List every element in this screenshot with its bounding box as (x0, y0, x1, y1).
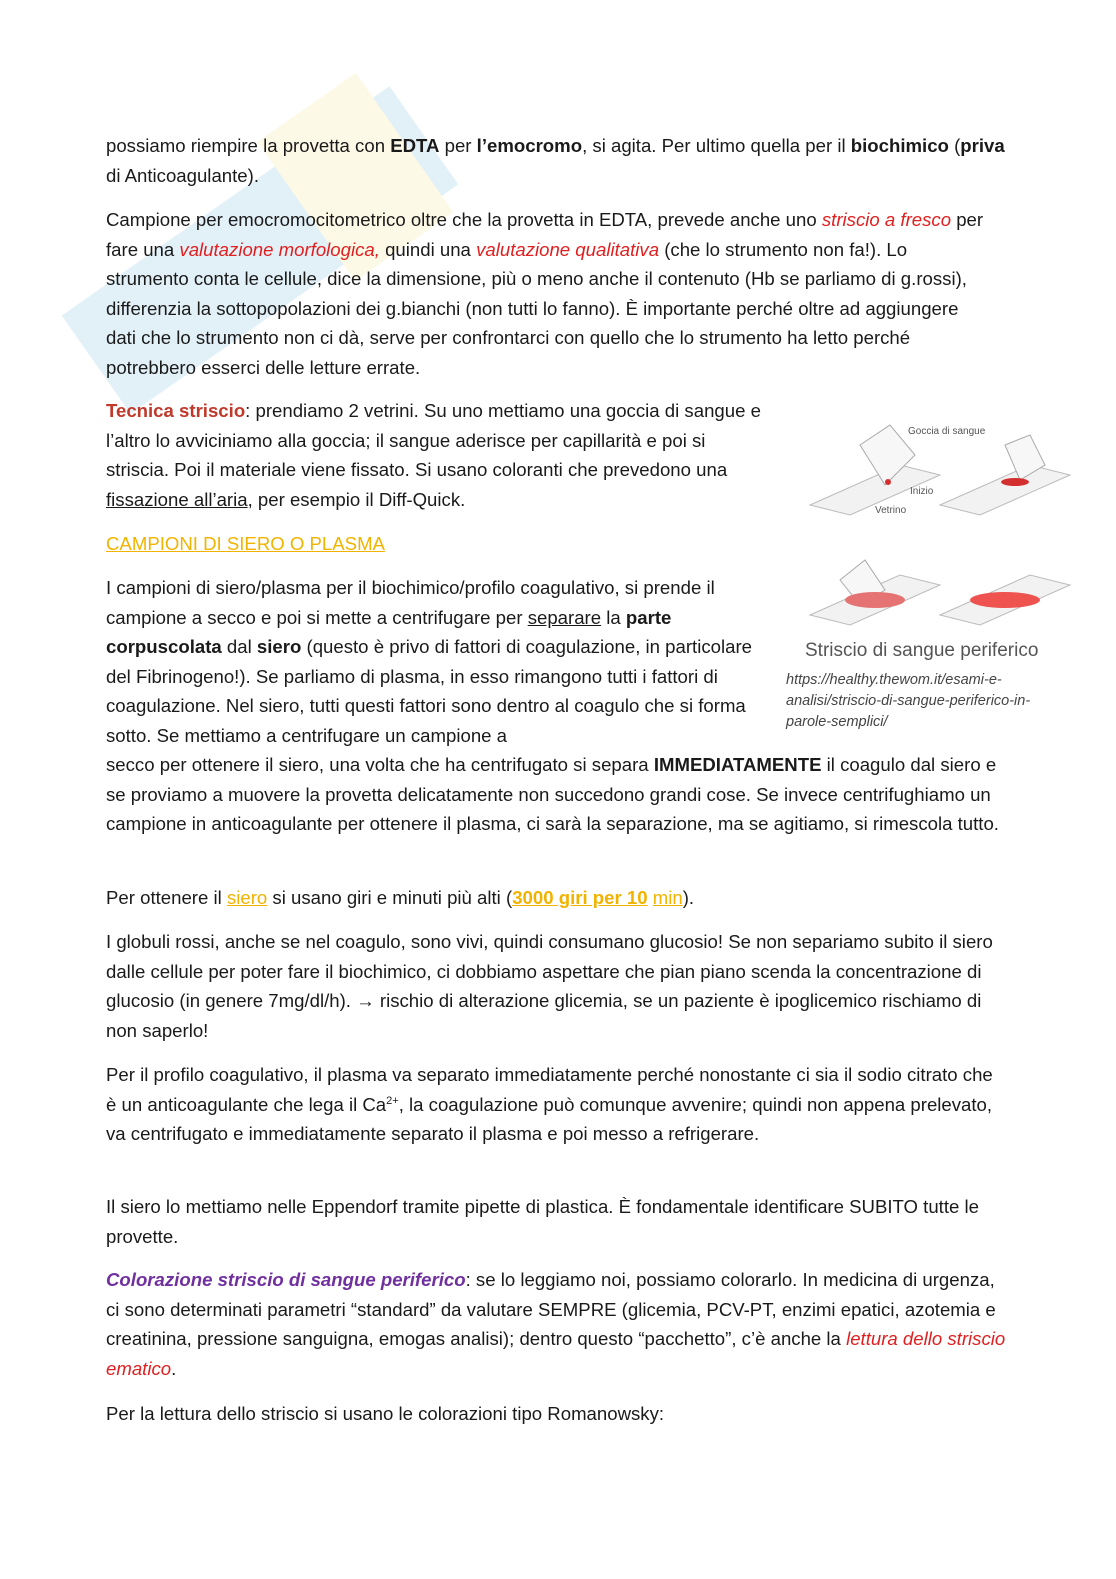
paragraph-romanowsky: Per la lettura dello striscio si usano le colorazioni tipo Romanowsky: (106, 1403, 665, 1424)
paragraph-tecnica-striscio: Tecnica striscio: prendiamo 2 vetrini. Su uno mettiamo una goccia di sangue e l’altro lo avviciniamo alla goccia; il sangue aderisce per capillarità e poi si striscia. Poi il materiale viene fissato. Si usano coloranti che prevedono una fissazione all’aria, per esempio il Diff-Quick. (106, 400, 761, 510)
step-4-slide (940, 575, 1070, 625)
paragraph-profilo-coagulativo: Per il profilo coagulativo, il plasma va separato immediatamente perché nonostante ci sia il sodio citrato che è un anticoagulante che lega il $Ca^{2+}$, la coagulazione può comunque avvenire; quindi non appena prelevato, va centrifugato e immediatamente separato il plasma e poi messo a refrigerare. (106, 1064, 993, 1145)
paragraph-eppendorf: Il siero lo mettiamo nelle Eppendorf tramite pipette di plastica. È fondamentale identificare SUBITO tutte le provette. (106, 1196, 979, 1247)
paragraph-edta: possiamo riempire la provetta con EDTA per l’emocromo, si agita. Per ultimo quella per il biochimico (priva di Anticoagulante). (106, 135, 1005, 186)
step-3-slide (810, 560, 940, 625)
paragraph-colorazione: Colorazione striscio di sangue periferico: se lo leggiamo noi, possiamo colorarlo. In medicina di urgenza, ci sono determinati parametri “standard” da valutare SEMPRE (glicemia, PCV-PT, enzimi epatici, azotemia e creatinina, pressione sanguigna, emogas analisi); dentro questo “pacchetto”, c’è anche la lettura dello striscio ematico. (106, 1269, 1006, 1379)
paragraph-emocromo: Campione per emocromocitometrico oltre che la provetta in EDTA, prevede anche uno striscio a fresco per fare una valutazione morfologica, quindi una valutazione qualitativa (che lo strumento non fa!). Lo strumento conta le cellule, dice la dimensione, più o meno anche il contenuto (Hb se parliamo di g.rossi), differenzia la sottopopolazioni dei g.bianchi (non tutti lo fanno). È importante perché oltre ad aggiungere dati che lo strumento non ci dà, serve per confrontarci con quello che lo strumento ha letto perché potrebbero esserci delle letture errate. (106, 209, 984, 378)
label-vetrino: Vetrino (875, 505, 907, 516)
paragraph-giri-minuti: Per ottenere il siero si usano giri e minuti più alti (3000 giri per 10 min). (106, 887, 695, 908)
figure-source-link[interactable]: https://healthy.thewom.it/esami-e-analisi/striscio-di-sangue-periferico-in-parole-semplici/ (786, 672, 1031, 730)
arrow-icon: → (356, 990, 375, 1012)
label-inizio: Inizio (910, 486, 934, 497)
paragraph-campioni-part1: I campioni di siero/plasma per il biochimico/profilo coagulativo, si prende il campione a secco e poi si mette a centrifugare per separare la parte corpuscolata dal siero (questo è privo di fattori di coagulazione, in particolare del Fibrinogeno!). Se parliamo di plasma, in esso rimangono tutti i fattori di coagulazione. Nel siero, tutti questi fattori sono dentro al coagulo che si forma sotto. Se mettiamo a centrifugare un campione a (106, 577, 752, 746)
paragraph-campioni-part2: secco per ottenere il siero, una volta che ha centrifugato si separa IMMEDIATAMENTE il coagulo dal siero e se proviamo a muovere la provetta delicatamente non succedono grandi cose. Se invece centrifughiamo un campione in anticoagulante per ottenere il plasma, ci sarà la separazione, ma se agitiamo, si rimescola tutto. (106, 754, 999, 835)
step-2-slide (940, 435, 1070, 515)
figure-caption: Striscio di sangue periferico (805, 640, 1039, 661)
label-goccia: Goccia di sangue (908, 426, 986, 437)
paragraph-globuli-rossi: I globuli rossi, anche se nel coagulo, sono vivi, quindi consumano glucosio! Se non separiamo subito il siero dalle cellule per poter fare il biochimico, ci dobbiamo aspettare che pian piano scenda la concentrazione di glucosio (in genere 7mg/dl/h). → rischio di alterazione glicemia, se un paziente è ipoglicemico rischiamo di non saperlo! (106, 931, 993, 1041)
section-heading-siero-plasma: CAMPIONI DI SIERO O PLASMA (106, 533, 385, 554)
